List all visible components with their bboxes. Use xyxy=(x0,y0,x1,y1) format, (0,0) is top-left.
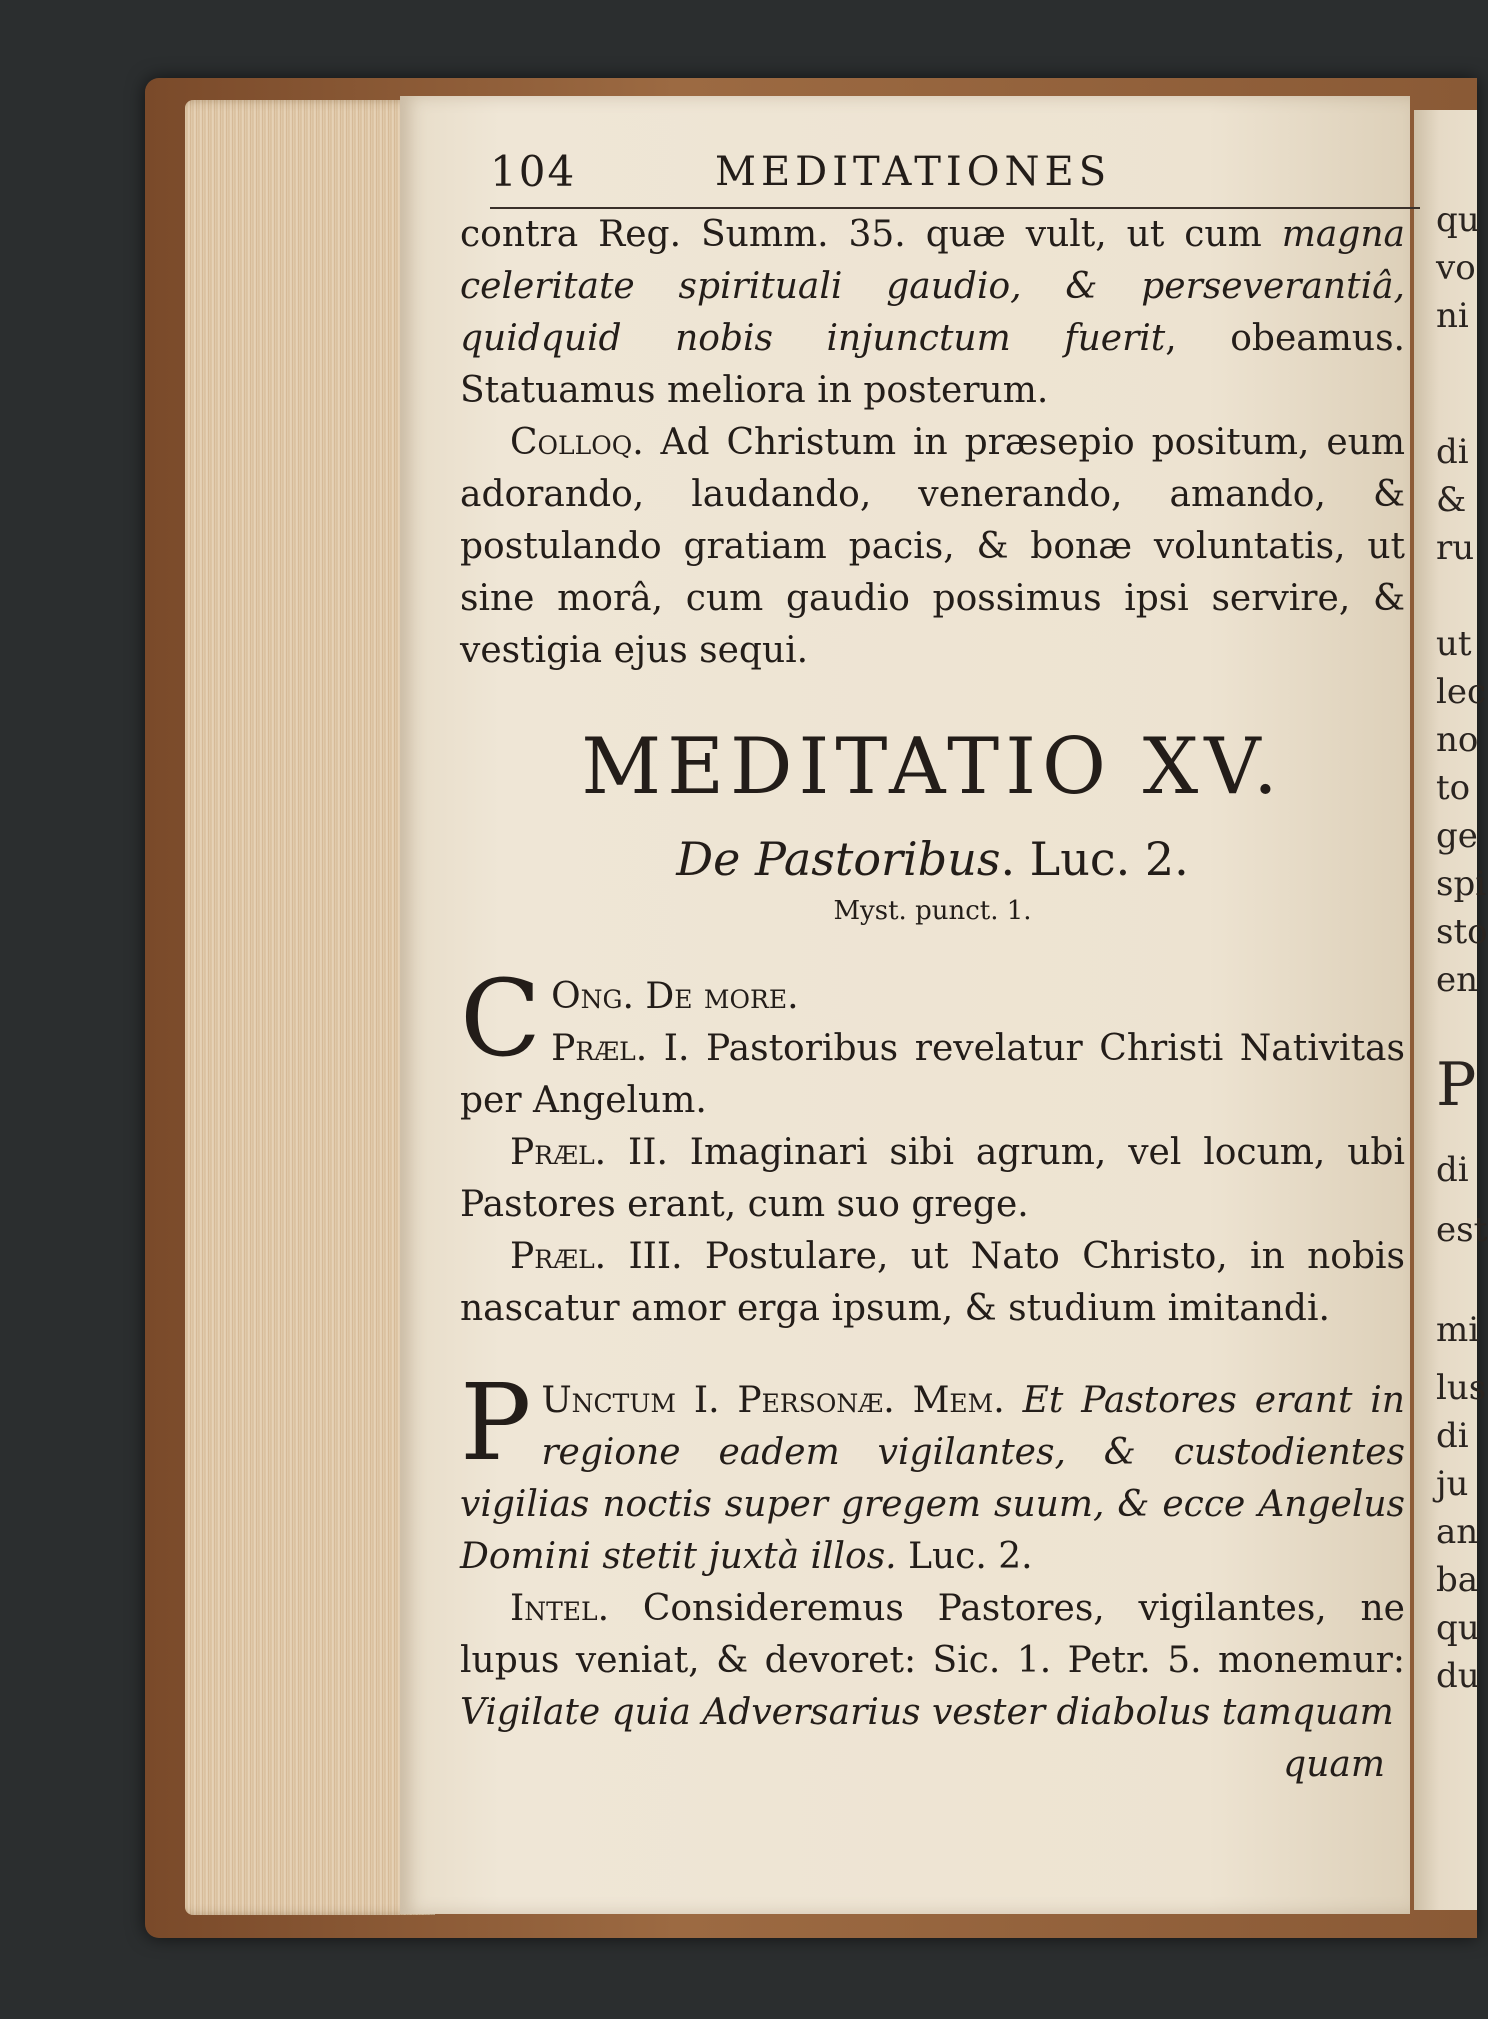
colloquium-paragraph xyxy=(460,417,1405,677)
punctum-quote: Et Pastores erant in regione eadem vigilantes, & custodientes vigilias noctis super gregem suum, & ecce Angelus Domini stetit juxtà illos. xyxy=(460,1380,1405,1577)
prael2-label: Præl. II. xyxy=(510,1132,668,1173)
facing-fragment: ba xyxy=(1436,1560,1479,1600)
facing-fragment: no xyxy=(1436,720,1479,760)
myst-line: Myst. punct. 1. xyxy=(833,896,1032,926)
facing-fragment: lec xyxy=(1436,672,1487,712)
facing-fragment: & xyxy=(1436,480,1467,520)
facing-fragment: est xyxy=(1436,1210,1488,1250)
facing-fragment: an xyxy=(1436,1512,1479,1552)
facing-fragment: mi xyxy=(1436,1310,1480,1350)
prael2-paragraph xyxy=(460,1127,1405,1231)
facing-fragment: ut xyxy=(1436,624,1472,664)
para1-text-c: , obeamus. Statuamus meliora in posterum. xyxy=(460,318,1405,411)
intel-label: Intel. xyxy=(510,1588,610,1629)
facing-fragment: qu xyxy=(1436,1608,1480,1648)
running-title: MEDITATIONES xyxy=(715,149,1112,195)
meditatio-heading: MEDITATIO XV. xyxy=(581,722,1284,812)
facing-fragment: ju xyxy=(1436,1464,1469,1504)
prael2-text: Imaginari sibi agrum, vel locum, ubi Pastores erant, cum suo grege. xyxy=(460,1132,1405,1225)
punctum-ref: Luc. 2. xyxy=(896,1536,1033,1577)
facing-fragment: ni xyxy=(1436,296,1469,336)
punctum-section xyxy=(460,1361,1405,1583)
facing-fragment: to xyxy=(1436,768,1471,808)
praeludia-section xyxy=(460,957,1405,1127)
prael1-text: Pastoribus revelatur Christi Nativitas per Angelum. xyxy=(460,1028,1405,1121)
subheading-italic: De Pastoribus xyxy=(676,832,1001,886)
facing-fragment: ru xyxy=(1436,528,1475,568)
cong-text: Ong. De more. xyxy=(551,976,799,1017)
dropcap-c: C xyxy=(460,957,542,1080)
facing-fragment: du xyxy=(1436,1656,1480,1696)
facing-fragment: ge xyxy=(1436,816,1478,856)
prael1-label: Præl. I. xyxy=(551,1028,690,1069)
facing-fragment: P xyxy=(1436,1050,1477,1120)
meditatio-subheading xyxy=(460,827,1405,891)
paragraph-continuation xyxy=(460,209,1405,417)
facing-page xyxy=(1414,110,1488,1910)
running-head xyxy=(490,145,1420,209)
facing-fragment: vo xyxy=(1436,248,1476,288)
colloq-text: Ad Christum in præsepio positum, eum adorando, laudando, venerando, amando, & postulando gratiam pacis, & bonæ voluntatis, ut sine morâ, cum gaudio possimus ipsi servire, & vestigia ejus sequi. xyxy=(460,422,1405,671)
intel-paragraph xyxy=(460,1583,1405,1739)
facing-fragment: spi xyxy=(1436,864,1487,904)
page-content xyxy=(460,145,1405,1791)
facing-fragment: sto xyxy=(1436,912,1488,952)
prael3-paragraph xyxy=(460,1231,1405,1335)
facing-fragment: en xyxy=(1436,960,1479,1000)
spacer xyxy=(460,1335,1405,1375)
intel-text: Consideremus Pastores, vigilantes, ne lupus veniat, & devoret: Sic. 1. Petr. 5. monemur: xyxy=(460,1588,1405,1681)
subheading-ref: . Luc. 2. xyxy=(1000,832,1189,886)
page-number: 104 xyxy=(490,147,577,196)
prael3-label: Præl. III. xyxy=(510,1236,683,1277)
para1-italic: magna celeritate spirituali gaudio, & perseverantiâ, quidquid nobis injunctum fuerit xyxy=(460,214,1405,359)
prael3-text: Postulare, ut Nato Christo, in nobis nascatur amor erga ipsum, & studium imitandi. xyxy=(460,1236,1405,1329)
page-edges xyxy=(185,100,435,1915)
dropcap-p: P xyxy=(460,1361,532,1484)
para1-text-a: contra Reg. Summ. 35. quæ vult, ut cum xyxy=(460,214,1282,255)
intel-quote: Vigilate quia Adversarius vester diabolus tamquam xyxy=(460,1692,1394,1733)
catchword: quam xyxy=(1283,1744,1385,1785)
punctum-label: Unctum I. Personæ. Mem. xyxy=(541,1380,1005,1421)
colloq-label: Colloq. xyxy=(510,422,644,463)
facing-fragment: qu xyxy=(1436,200,1480,240)
facing-fragment: di xyxy=(1436,432,1469,472)
facing-fragment: lus xyxy=(1436,1368,1487,1408)
facing-fragment: di xyxy=(1436,1150,1469,1190)
facing-fragment: di xyxy=(1436,1416,1469,1456)
